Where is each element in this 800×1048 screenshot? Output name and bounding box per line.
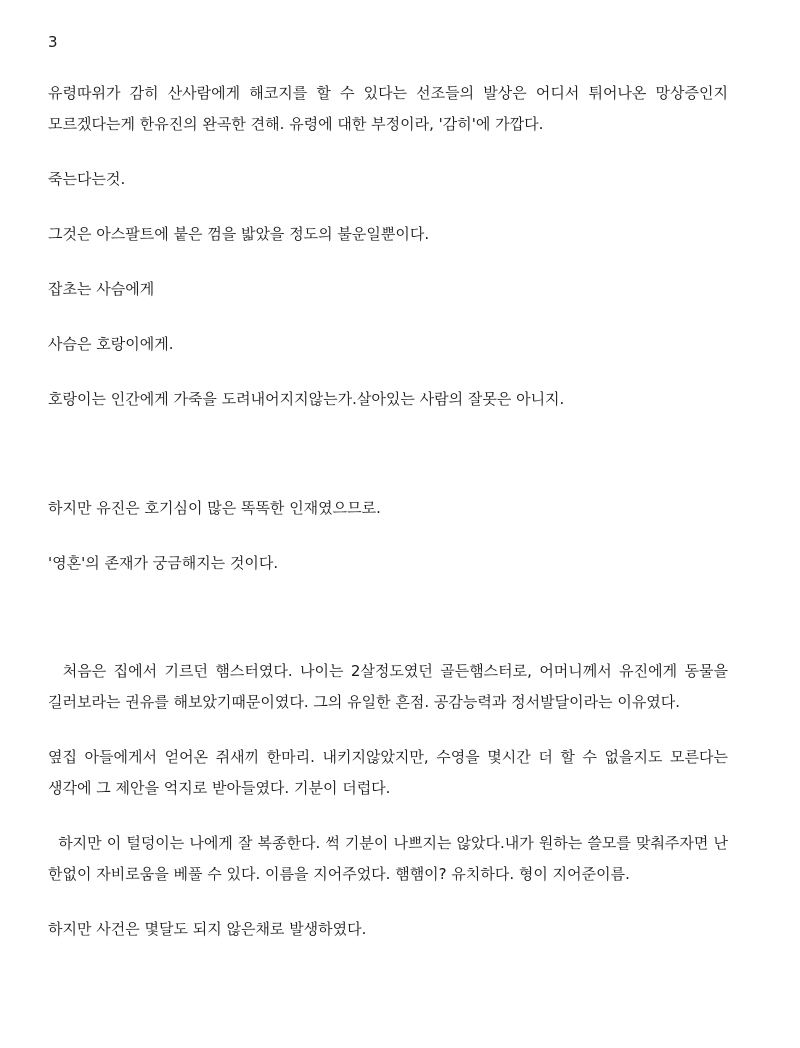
paragraph-neighbor-mouse: 옆집 아들에게서 얻어온 쥐새끼 한마리. 내키지않았지만, 수영을 몇시간 더 할 수 없을지도 모른다는 생각에 그 제안을 억지로 받아들였다. 기분이 더럽다. [48, 748, 733, 797]
page-number: 3 [48, 33, 58, 51]
blank-gap [48, 603, 728, 656]
blank-gap [48, 439, 728, 493]
paragraph-tiger-human: 호랑이는 인간에게 가죽을 도려내어지지않는가.살아있는 사람의 잘못은 아니지. [48, 390, 565, 408]
paragraph-soul: '영혼'의 존재가 궁금해지는 것이다. [48, 554, 279, 572]
paragraph-hamster: 처음은 집에서 기르던 햄스터였다. 나이는 2살정도였던 골든햄스터로, 어머니께서 유진에게 동물을 길러보라는 권유를 해보았기때문이였다. 그의 유일한 흔점. 공감능력과 정서발달이라는 이유였다. [48, 662, 733, 711]
paragraph-asphalt-gum: 그것은 아스팔트에 붙은 껌을 밟았을 정도의 불운일뿐이다. [48, 225, 430, 243]
paragraph-incident: 하지만 사건은 몇달도 되지 않은채로 발생하였다. [48, 920, 367, 938]
paragraph-weeds-deer: 잡초는 사슴에게 [48, 280, 155, 298]
document-page [48, 30, 733, 969]
paragraph-furball: 하지만 이 털덩이는 나에게 잘 복종한다. 썩 기분이 나쁘지는 않았다.내가 원하는 쓸모를 맞춰주자면 난 한없이 자비로움을 베풀 수 있다. 이름을 지어주었다. 햄햄이? 유치하다. 형이 지어준이름. [48, 834, 733, 883]
paragraph-deer-tiger: 사슴은 호랑이에게. [48, 335, 174, 353]
paragraph-curiosity: 하지만 유진은 호기심이 많은 똑똑한 인재였으므로. [48, 499, 381, 517]
paragraph-ghost-view: 유령따위가 감히 산사람에게 해코지를 할 수 있다는 선조들의 발상은 어디서 튀어나온 망상증인지 모르겠다는게 한유진의 완곡한 견해. 유령에 대한 부정이라, '감히'에 가깝다. [48, 84, 733, 133]
paragraph-dying: 죽는다는것. [48, 170, 126, 188]
